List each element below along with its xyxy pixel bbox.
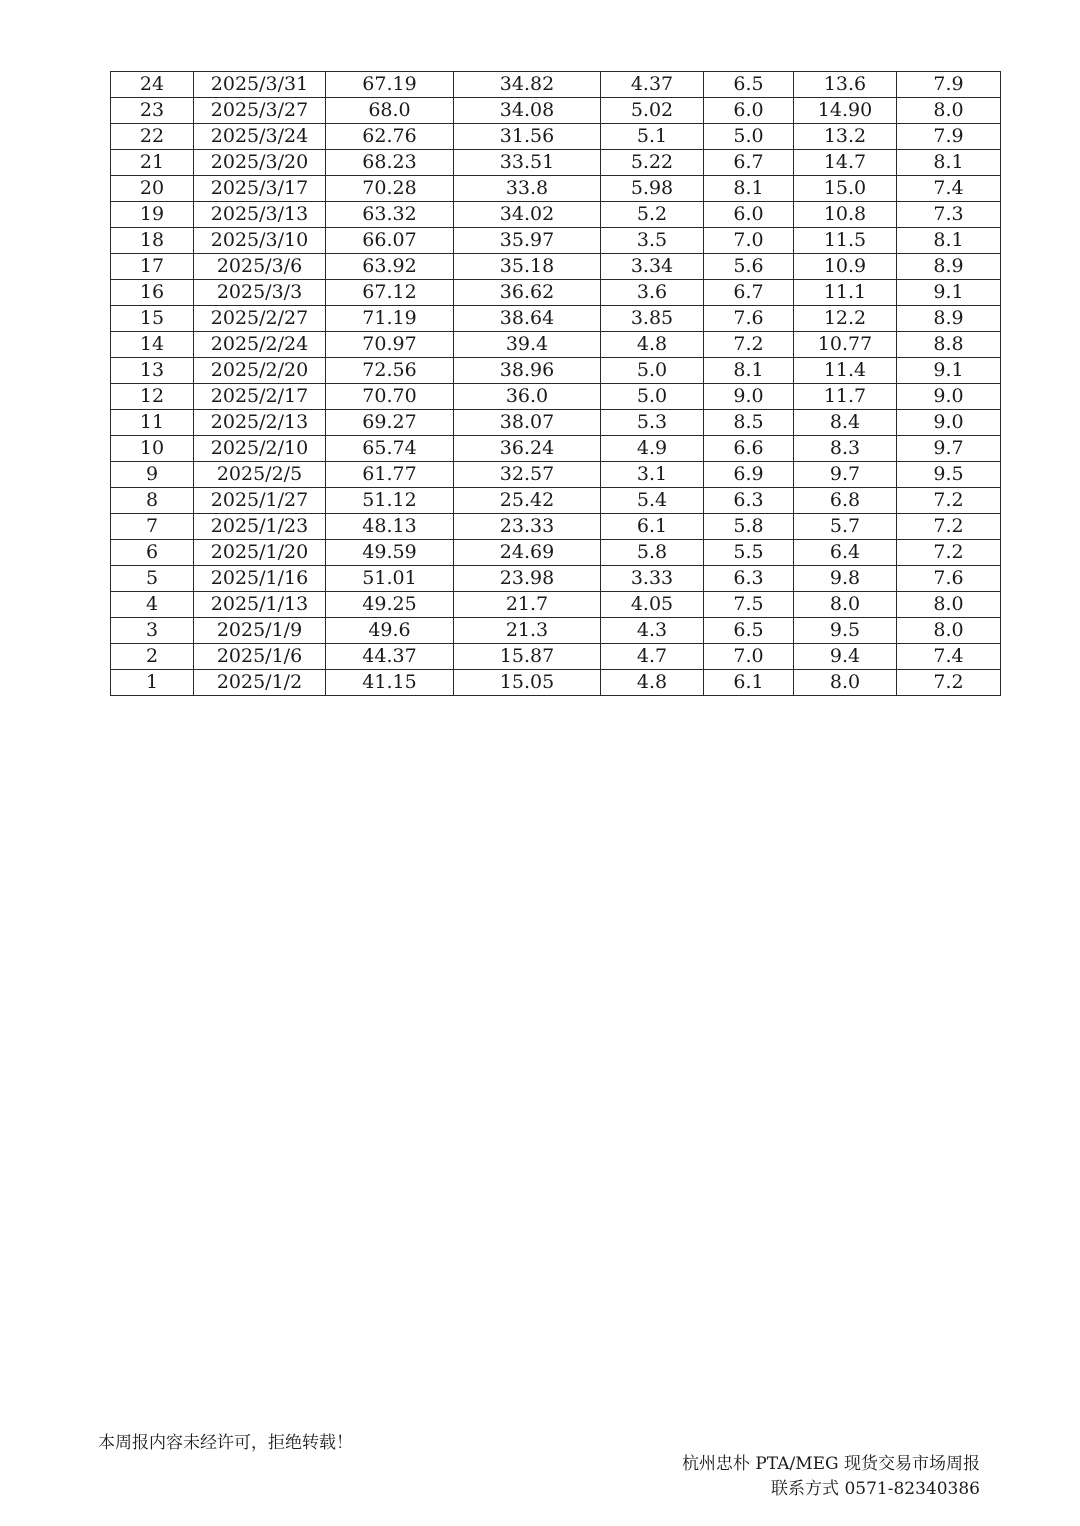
table-cell: 36.0 xyxy=(454,384,601,410)
table-cell: 8.0 xyxy=(794,670,897,696)
table-row xyxy=(111,124,1001,150)
table-cell: 6.7 xyxy=(704,280,794,306)
table-row xyxy=(111,228,1001,254)
table-row xyxy=(111,592,1001,618)
table-cell: 68.23 xyxy=(326,150,454,176)
table-cell: 10.8 xyxy=(794,202,897,228)
table-row xyxy=(111,514,1001,540)
table-cell: 8.0 xyxy=(897,98,1001,124)
table-row xyxy=(111,488,1001,514)
table-cell: 7.2 xyxy=(897,514,1001,540)
table-cell: 70.70 xyxy=(326,384,454,410)
table-cell: 4.7 xyxy=(601,644,704,670)
table-cell: 2025/3/31 xyxy=(194,72,326,98)
table-cell: 2025/1/2 xyxy=(194,670,326,696)
table-row xyxy=(111,410,1001,436)
table-row xyxy=(111,72,1001,98)
table-cell: 49.59 xyxy=(326,540,454,566)
table-cell: 8.9 xyxy=(897,254,1001,280)
table-cell: 15.0 xyxy=(794,176,897,202)
table-cell: 2025/2/24 xyxy=(194,332,326,358)
table-cell: 2025/2/17 xyxy=(194,384,326,410)
table-body xyxy=(111,72,1001,696)
table-row xyxy=(111,384,1001,410)
table-cell: 4.05 xyxy=(601,592,704,618)
table-cell: 7.4 xyxy=(897,176,1001,202)
table-cell: 24 xyxy=(111,72,194,98)
table-cell: 5.02 xyxy=(601,98,704,124)
table-cell: 3.5 xyxy=(601,228,704,254)
table-cell: 2025/2/10 xyxy=(194,436,326,462)
table-cell: 65.74 xyxy=(326,436,454,462)
table-row xyxy=(111,332,1001,358)
table-cell: 7.2 xyxy=(897,670,1001,696)
table-cell: 6.3 xyxy=(704,488,794,514)
table-cell: 33.8 xyxy=(454,176,601,202)
table-cell: 7.2 xyxy=(897,540,1001,566)
table-cell: 5.3 xyxy=(601,410,704,436)
table-cell: 10.9 xyxy=(794,254,897,280)
table-cell: 7.6 xyxy=(704,306,794,332)
table-cell: 31.56 xyxy=(454,124,601,150)
table-cell: 8.1 xyxy=(897,150,1001,176)
table-cell: 17 xyxy=(111,254,194,280)
table-cell: 25.42 xyxy=(454,488,601,514)
table-cell: 8.9 xyxy=(897,306,1001,332)
table-cell: 41.15 xyxy=(326,670,454,696)
table-row xyxy=(111,176,1001,202)
table-cell: 2025/1/9 xyxy=(194,618,326,644)
table-cell: 2025/3/17 xyxy=(194,176,326,202)
table-cell: 35.97 xyxy=(454,228,601,254)
table-cell: 7 xyxy=(111,514,194,540)
table-cell: 70.28 xyxy=(326,176,454,202)
table-cell: 23 xyxy=(111,98,194,124)
table-cell: 8.0 xyxy=(794,592,897,618)
table-cell: 8.1 xyxy=(897,228,1001,254)
table-cell: 49.25 xyxy=(326,592,454,618)
table-cell: 10.77 xyxy=(794,332,897,358)
table-cell: 9.4 xyxy=(794,644,897,670)
table-cell: 63.92 xyxy=(326,254,454,280)
table-cell: 7.0 xyxy=(704,644,794,670)
table-cell: 35.18 xyxy=(454,254,601,280)
table-cell: 38.07 xyxy=(454,410,601,436)
table-cell: 16 xyxy=(111,280,194,306)
table-cell: 14.7 xyxy=(794,150,897,176)
table-cell: 11.7 xyxy=(794,384,897,410)
table-cell: 9.1 xyxy=(897,358,1001,384)
table-cell: 67.12 xyxy=(326,280,454,306)
table-cell: 23.98 xyxy=(454,566,601,592)
table-row xyxy=(111,306,1001,332)
table-cell: 8.8 xyxy=(897,332,1001,358)
table-cell: 2025/2/27 xyxy=(194,306,326,332)
table-cell: 10 xyxy=(111,436,194,462)
table-cell: 68.0 xyxy=(326,98,454,124)
table-row xyxy=(111,254,1001,280)
table-cell: 7.9 xyxy=(897,124,1001,150)
table-cell: 2025/1/6 xyxy=(194,644,326,670)
table-cell: 7.2 xyxy=(704,332,794,358)
table-cell: 6.5 xyxy=(704,618,794,644)
table-cell: 15 xyxy=(111,306,194,332)
table-cell: 9.7 xyxy=(794,462,897,488)
table-cell: 67.19 xyxy=(326,72,454,98)
table-cell: 2025/1/13 xyxy=(194,592,326,618)
table-row xyxy=(111,358,1001,384)
table-cell: 6 xyxy=(111,540,194,566)
table-cell: 2025/1/27 xyxy=(194,488,326,514)
table-cell: 21.3 xyxy=(454,618,601,644)
table-cell: 5.5 xyxy=(704,540,794,566)
table-cell: 20 xyxy=(111,176,194,202)
table-cell: 71.19 xyxy=(326,306,454,332)
table-cell: 5.8 xyxy=(704,514,794,540)
table-cell: 9 xyxy=(111,462,194,488)
table-cell: 34.08 xyxy=(454,98,601,124)
table-cell: 15.05 xyxy=(454,670,601,696)
table-cell: 3.1 xyxy=(601,462,704,488)
table-cell: 24.69 xyxy=(454,540,601,566)
table-cell: 4 xyxy=(111,592,194,618)
table-cell: 49.6 xyxy=(326,618,454,644)
table-cell: 2025/2/20 xyxy=(194,358,326,384)
table-cell: 14 xyxy=(111,332,194,358)
table-cell: 2025/2/5 xyxy=(194,462,326,488)
table-cell: 3 xyxy=(111,618,194,644)
table-cell: 6.5 xyxy=(704,72,794,98)
table-cell: 8.5 xyxy=(704,410,794,436)
table-cell: 44.37 xyxy=(326,644,454,670)
table-cell: 1 xyxy=(111,670,194,696)
table-cell: 11 xyxy=(111,410,194,436)
table-cell: 7.2 xyxy=(897,488,1001,514)
table-cell: 2025/3/20 xyxy=(194,150,326,176)
publisher-title: 杭州忠朴 PTA/MEG 现货交易市场周报 xyxy=(681,1454,980,1474)
table-cell: 4.8 xyxy=(601,332,704,358)
table-cell: 5.22 xyxy=(601,150,704,176)
table-cell: 51.12 xyxy=(326,488,454,514)
table-cell: 38.96 xyxy=(454,358,601,384)
table-cell: 21.7 xyxy=(454,592,601,618)
table-cell: 63.32 xyxy=(326,202,454,228)
table-cell: 6.0 xyxy=(704,98,794,124)
table-cell: 3.6 xyxy=(601,280,704,306)
table-cell: 3.34 xyxy=(601,254,704,280)
table-cell: 9.1 xyxy=(897,280,1001,306)
table-cell: 5.0 xyxy=(601,358,704,384)
contact-info: 联系方式 0571-82340386 xyxy=(771,1479,980,1499)
table-cell: 5.98 xyxy=(601,176,704,202)
table-cell: 6.8 xyxy=(794,488,897,514)
table-row xyxy=(111,462,1001,488)
table-cell: 61.77 xyxy=(326,462,454,488)
table-cell: 15.87 xyxy=(454,644,601,670)
table-cell: 6.4 xyxy=(794,540,897,566)
table-cell: 9.0 xyxy=(897,410,1001,436)
table-cell: 6.3 xyxy=(704,566,794,592)
table-cell: 62.76 xyxy=(326,124,454,150)
table-cell: 3.33 xyxy=(601,566,704,592)
table-cell: 6.1 xyxy=(704,670,794,696)
table-cell: 11.1 xyxy=(794,280,897,306)
table-row xyxy=(111,98,1001,124)
table-row xyxy=(111,280,1001,306)
table-cell: 34.82 xyxy=(454,72,601,98)
table-cell: 8.3 xyxy=(794,436,897,462)
table-cell: 5.1 xyxy=(601,124,704,150)
table-cell: 5.0 xyxy=(601,384,704,410)
table-cell: 13.2 xyxy=(794,124,897,150)
table-row xyxy=(111,150,1001,176)
table-cell: 8.4 xyxy=(794,410,897,436)
table-cell: 2025/3/24 xyxy=(194,124,326,150)
table-row xyxy=(111,644,1001,670)
table-row xyxy=(111,540,1001,566)
table-cell: 18 xyxy=(111,228,194,254)
table-cell: 32.57 xyxy=(454,462,601,488)
table-cell: 4.9 xyxy=(601,436,704,462)
table-cell: 11.5 xyxy=(794,228,897,254)
table-cell: 2025/3/6 xyxy=(194,254,326,280)
table-cell: 3.85 xyxy=(601,306,704,332)
table-cell: 8 xyxy=(111,488,194,514)
table-row xyxy=(111,618,1001,644)
table-cell: 34.02 xyxy=(454,202,601,228)
table-cell: 9.5 xyxy=(897,462,1001,488)
table-cell: 6.9 xyxy=(704,462,794,488)
table-cell: 13.6 xyxy=(794,72,897,98)
table-cell: 5 xyxy=(111,566,194,592)
table-cell: 6.7 xyxy=(704,150,794,176)
table-cell: 6.6 xyxy=(704,436,794,462)
table-cell: 13 xyxy=(111,358,194,384)
table-cell: 39.4 xyxy=(454,332,601,358)
table-cell: 11.4 xyxy=(794,358,897,384)
data-table xyxy=(110,71,1001,696)
table-cell: 36.24 xyxy=(454,436,601,462)
table-cell: 12.2 xyxy=(794,306,897,332)
table-row xyxy=(111,202,1001,228)
table-cell: 8.1 xyxy=(704,176,794,202)
table-row xyxy=(111,670,1001,696)
table-cell: 2025/3/27 xyxy=(194,98,326,124)
table-cell: 2025/1/20 xyxy=(194,540,326,566)
table-cell: 7.5 xyxy=(704,592,794,618)
table-cell: 2025/1/23 xyxy=(194,514,326,540)
table-cell: 2 xyxy=(111,644,194,670)
table-cell: 9.0 xyxy=(897,384,1001,410)
table-cell: 14.90 xyxy=(794,98,897,124)
table-cell: 7.6 xyxy=(897,566,1001,592)
table-cell: 66.07 xyxy=(326,228,454,254)
table-cell: 5.6 xyxy=(704,254,794,280)
table-cell: 4.3 xyxy=(601,618,704,644)
table-cell: 5.0 xyxy=(704,124,794,150)
table-cell: 5.7 xyxy=(794,514,897,540)
table-cell: 2025/3/13 xyxy=(194,202,326,228)
table-cell: 8.0 xyxy=(897,618,1001,644)
table-cell: 7.4 xyxy=(897,644,1001,670)
copyright-note: 本周报内容未经许可，拒绝转载！ xyxy=(98,1433,353,1453)
table-cell: 2025/3/10 xyxy=(194,228,326,254)
table-cell: 9.0 xyxy=(704,384,794,410)
table-cell: 21 xyxy=(111,150,194,176)
table-cell: 5.2 xyxy=(601,202,704,228)
table-cell: 7.9 xyxy=(897,72,1001,98)
table-cell: 5.8 xyxy=(601,540,704,566)
table-cell: 48.13 xyxy=(326,514,454,540)
table-row xyxy=(111,436,1001,462)
publisher-block xyxy=(682,1452,980,1502)
table-cell: 7.3 xyxy=(897,202,1001,228)
table-cell: 8.1 xyxy=(704,358,794,384)
table-cell: 23.33 xyxy=(454,514,601,540)
table-cell: 2025/1/16 xyxy=(194,566,326,592)
table-cell: 36.62 xyxy=(454,280,601,306)
table-cell: 51.01 xyxy=(326,566,454,592)
table-cell: 2025/3/3 xyxy=(194,280,326,306)
table-cell: 5.4 xyxy=(601,488,704,514)
table-cell: 8.0 xyxy=(897,592,1001,618)
table-cell: 9.7 xyxy=(897,436,1001,462)
table-cell: 70.97 xyxy=(326,332,454,358)
table-cell: 7.0 xyxy=(704,228,794,254)
table-cell: 6.1 xyxy=(601,514,704,540)
table-cell: 19 xyxy=(111,202,194,228)
table-cell: 12 xyxy=(111,384,194,410)
table-cell: 22 xyxy=(111,124,194,150)
table-cell: 38.64 xyxy=(454,306,601,332)
table-cell: 9.8 xyxy=(794,566,897,592)
table-cell: 33.51 xyxy=(454,150,601,176)
table-cell: 69.27 xyxy=(326,410,454,436)
table-cell: 9.5 xyxy=(794,618,897,644)
table-cell: 6.0 xyxy=(704,202,794,228)
table-cell: 4.8 xyxy=(601,670,704,696)
table-row xyxy=(111,566,1001,592)
table-cell: 72.56 xyxy=(326,358,454,384)
table-cell: 4.37 xyxy=(601,72,704,98)
table-cell: 2025/2/13 xyxy=(194,410,326,436)
